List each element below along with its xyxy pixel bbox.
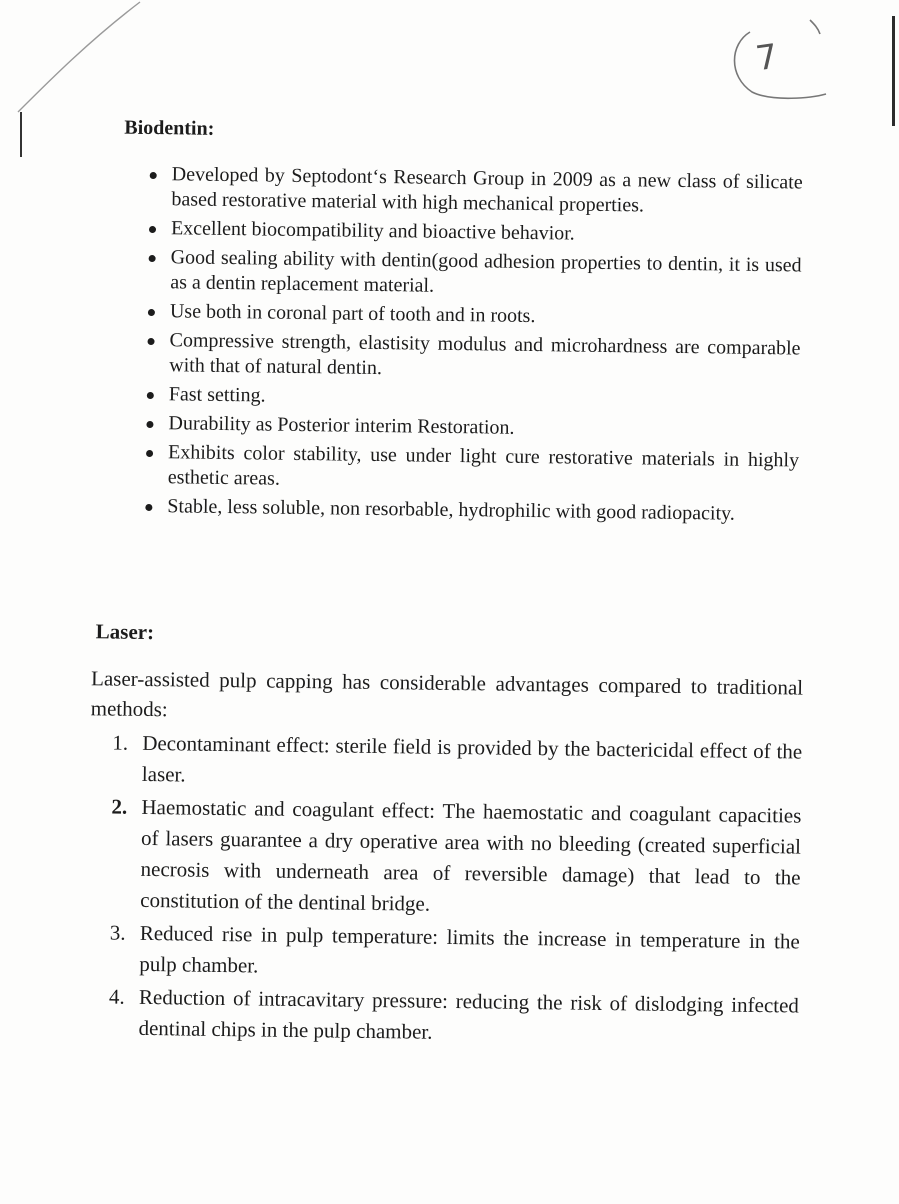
- bullet-text: Stable, less soluble, non resorbable, hydrophilic with good radiopacity.: [167, 495, 735, 525]
- biodentin-bullet-list: [143, 162, 803, 532]
- item-number: 1.: [112, 730, 129, 755]
- laser-numbered-list: [108, 728, 802, 1055]
- bullet-item: [146, 299, 801, 333]
- numbered-item: [110, 792, 802, 925]
- bullet-text: Use both in coronal part of tooth and in roots.: [169, 300, 536, 328]
- bullet-item: [145, 382, 800, 416]
- laser-heading: Laser:: [95, 619, 155, 645]
- bullet-dot-icon: [148, 309, 155, 316]
- bullet-item: [144, 411, 799, 445]
- page-number-text: 7: [753, 36, 781, 80]
- numbered-item: [108, 982, 799, 1053]
- numbered-item: [109, 918, 800, 989]
- bullet-item: [144, 440, 800, 499]
- bullet-text: Durability as Posterior interim Restoration.: [168, 412, 515, 439]
- item-number: 3.: [109, 920, 126, 945]
- bullet-text: Exhibits color stability, use under light cure restorative materials in highly esthetic areas.: [167, 441, 800, 490]
- item-number: 4.: [108, 984, 125, 1009]
- bullet-dot-icon: [147, 392, 154, 399]
- bullet-text: Fast setting.: [168, 383, 266, 407]
- bullet-dot-icon: [146, 450, 153, 457]
- bullet-item: [147, 216, 802, 250]
- bullet-dot-icon: [146, 421, 153, 428]
- laser-intro-paragraph: Laser-assisted pulp capping has considerable advantages compared to traditional methods:: [90, 666, 804, 722]
- handwritten-page-number: [722, 14, 832, 104]
- biodentin-heading: Biodentin:: [124, 116, 215, 140]
- bullet-text: Excellent biocompatibility and bioactive behavior.: [170, 217, 575, 245]
- bullet-dot-icon: [147, 338, 154, 345]
- bullet-item: [143, 494, 798, 528]
- item-number: 2.: [111, 794, 128, 819]
- bullet-text: Developed by Septodont‘s Research Group in 2009 as a new class of silicate based restorative material with high mechanical properties.: [171, 163, 803, 217]
- bullet-item: [146, 245, 802, 304]
- numbered-item: [112, 728, 803, 799]
- scan-left-edge-mark: [20, 112, 22, 157]
- item-text: Decontaminant effect: sterile field is provided by the bactericidal effect of the laser.: [141, 730, 803, 787]
- bullet-dot-icon: [145, 504, 152, 511]
- bullet-dot-icon: [149, 226, 156, 233]
- bullet-dot-icon: [149, 255, 156, 262]
- bullet-dot-icon: [150, 172, 157, 179]
- bullet-item: [145, 328, 801, 387]
- bullet-text: Compressive strength, elastisity modulus and microhardness are comparable with that of natural dentin.: [169, 329, 801, 380]
- scan-right-edge-mark: [892, 16, 895, 126]
- item-text: Reduction of intracavitary pressure: reducing the risk of dislodging infected dentinal chips in the pulp chamber.: [138, 984, 800, 1044]
- item-text: Reduced rise in pulp temperature: limits the increase in temperature in the pulp chamber.: [139, 920, 800, 978]
- bullet-item: [147, 162, 803, 221]
- bullet-text: Good sealing ability with dentin(good adhesion properties to dentin, it is used as a dentin replacement material.: [170, 246, 802, 297]
- scan-corner-line: [0, 0, 160, 130]
- item-text: Haemostatic and coagulant effect: The haemostatic and coagulant capacities of lasers guarantee a dry operative area with no bleeding (created superficial necrosis with underneath area of reversible damage) that lead to the constitution of the dentinal bridge.: [140, 794, 802, 916]
